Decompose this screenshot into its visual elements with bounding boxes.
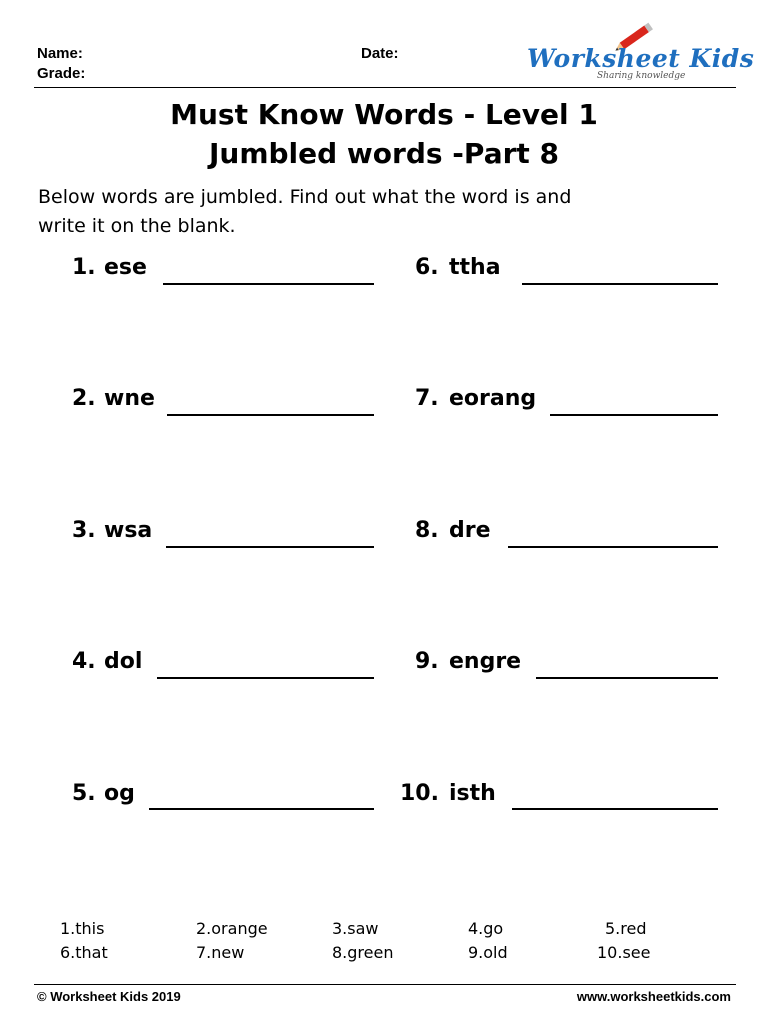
answer-key-5: 5.red	[605, 919, 647, 938]
instructions-line-2: write it on the blank.	[38, 215, 236, 237]
answer-blank-1[interactable]	[163, 283, 374, 285]
answer-key-4: 4.go	[468, 919, 504, 938]
item-3-number: 3.	[72, 518, 96, 543]
item-10-word: isth	[449, 781, 496, 806]
answer-key-7: 7.new	[196, 943, 245, 962]
page-title: Must Know Words - Level 1	[170, 98, 598, 131]
item-7-word: eorang	[449, 386, 537, 411]
answer-blank-2[interactable]	[167, 414, 374, 416]
item-7-number: 7.	[415, 386, 439, 411]
item-6-word: ttha	[449, 255, 501, 280]
answer-blank-8[interactable]	[508, 546, 718, 548]
item-3-word: wsa	[104, 518, 153, 543]
item-4-word: dol	[104, 649, 143, 674]
answer-key-9: 9.old	[468, 943, 508, 962]
item-2-number: 2.	[72, 386, 96, 411]
copyright: © Worksheet Kids 2019	[37, 989, 181, 1004]
item-8-word: dre	[449, 518, 491, 543]
answer-blank-9[interactable]	[536, 677, 718, 679]
item-2-word: wne	[104, 386, 155, 411]
answer-blank-6[interactable]	[522, 283, 718, 285]
answer-key-6: 6.that	[60, 943, 108, 962]
item-1-number: 1.	[72, 255, 96, 280]
answer-key-2: 2.orange	[196, 919, 268, 938]
answer-blank-5[interactable]	[149, 808, 374, 810]
answer-blank-10[interactable]	[512, 808, 718, 810]
answer-key-1: 1.this	[60, 919, 105, 938]
logo-tagline: Sharing knowledge	[597, 71, 686, 81]
item-5-number: 5.	[72, 781, 96, 806]
header-divider	[34, 87, 736, 88]
date-label: Date:	[361, 45, 399, 62]
item-1-word: ese	[104, 255, 147, 280]
grade-label: Grade:	[37, 65, 86, 82]
instructions-line-1: Below words are jumbled. Find out what the word is and	[38, 186, 572, 208]
answer-blank-3[interactable]	[166, 546, 374, 548]
item-9-number: 9.	[415, 649, 439, 674]
answer-blank-7[interactable]	[550, 414, 718, 416]
answer-blank-4[interactable]	[157, 677, 374, 679]
item-9-word: engre	[449, 649, 522, 674]
worksheet-kids-logo	[527, 18, 755, 84]
logo-brand: Worksheet Kids	[527, 44, 755, 73]
footer-divider	[34, 984, 736, 985]
item-6-number: 6.	[415, 255, 439, 280]
name-label: Name:	[37, 45, 83, 62]
answer-key-8: 8.green	[332, 943, 394, 962]
website-link[interactable]: www.worksheetkids.com	[576, 989, 731, 1004]
item-5-word: og	[104, 781, 135, 806]
answer-key-10: 10.see	[597, 943, 651, 962]
item-10-number: 10.	[400, 781, 439, 806]
page-subtitle: Jumbled words -Part 8	[208, 137, 560, 170]
answer-key-3: 3.saw	[332, 919, 379, 938]
item-8-number: 8.	[415, 518, 439, 543]
item-4-number: 4.	[72, 649, 96, 674]
